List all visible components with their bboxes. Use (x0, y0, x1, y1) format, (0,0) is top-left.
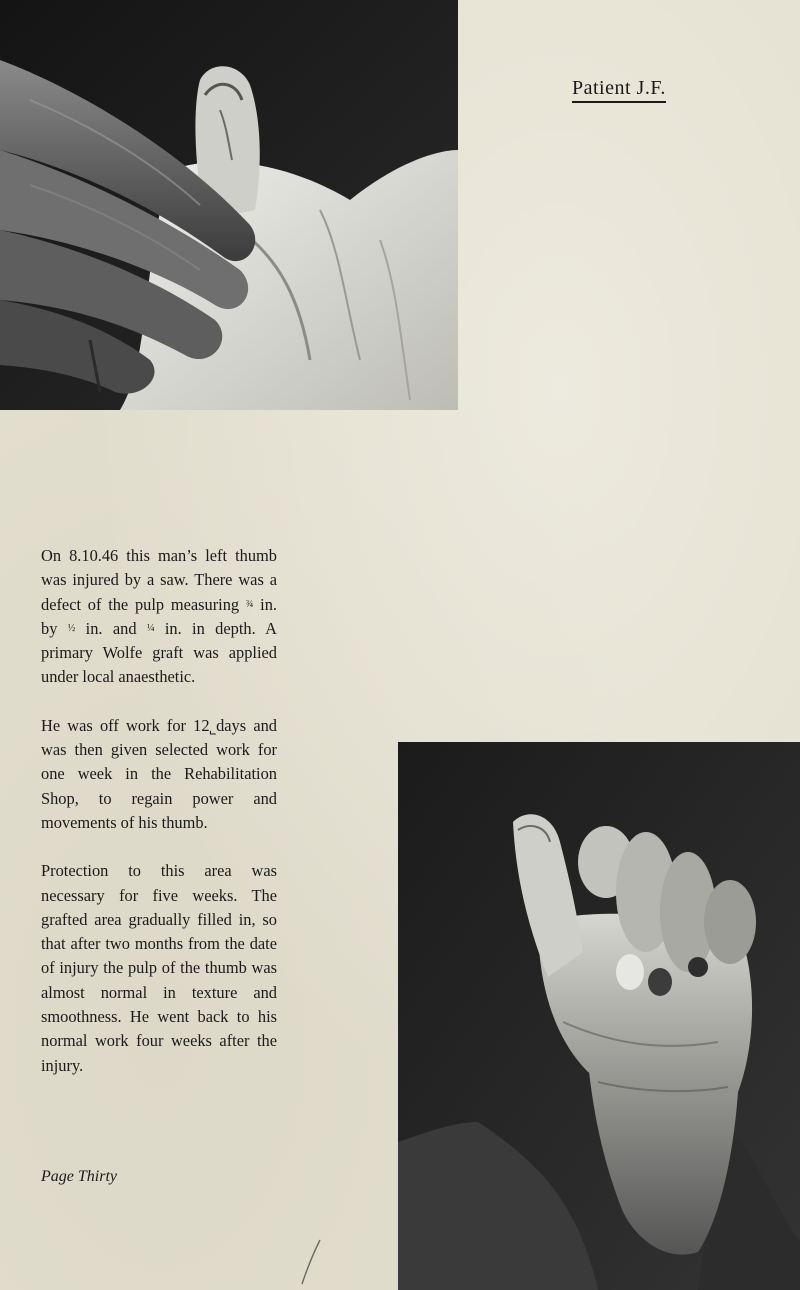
page-number: Page Thirty (41, 1168, 117, 1185)
paragraph-recovery: He was off work for 12˾days and was then given selected work for one week in the Rehabilitation Shop, to regain power and movements of his thumb. (41, 715, 277, 832)
photo-healed-thumb (398, 742, 800, 1290)
fraction-three-quarters: ¾ (245, 598, 254, 610)
photo-healed-thumb-image (398, 742, 800, 1290)
photo-injured-thumb-image (0, 0, 458, 410)
patient-caption: Patient J.F. (572, 76, 666, 103)
paragraph-injury-text-c: in. and (75, 618, 147, 638)
paragraph-injury (41, 544, 277, 690)
paragraph-injury-text-a: On 8.10.46 this man’s left thumb was injured by a saw. There was a defect of the pulp measuring (41, 546, 277, 614)
pencil-mark (298, 1238, 324, 1286)
fraction-one-half: ½ (67, 622, 76, 634)
paragraph-outcome: Protection to this area was necessary for five weeks. The grafted area gradually filled in, so that after two months from the date of injury the pulp of the thumb was almost normal in texture and smoothness. He went back to his normal work four weeks after the injury. (41, 861, 277, 1075)
paragraph-injury-text-b: in. by (41, 594, 277, 638)
photo-injured-thumb (0, 0, 458, 410)
fraction-one-quarter: ¼ (146, 622, 155, 634)
paragraph-injury-text-d: in. in depth. A primary Wolfe graft was applied under local anaesthetic. (41, 618, 277, 687)
case-description (41, 544, 277, 1102)
